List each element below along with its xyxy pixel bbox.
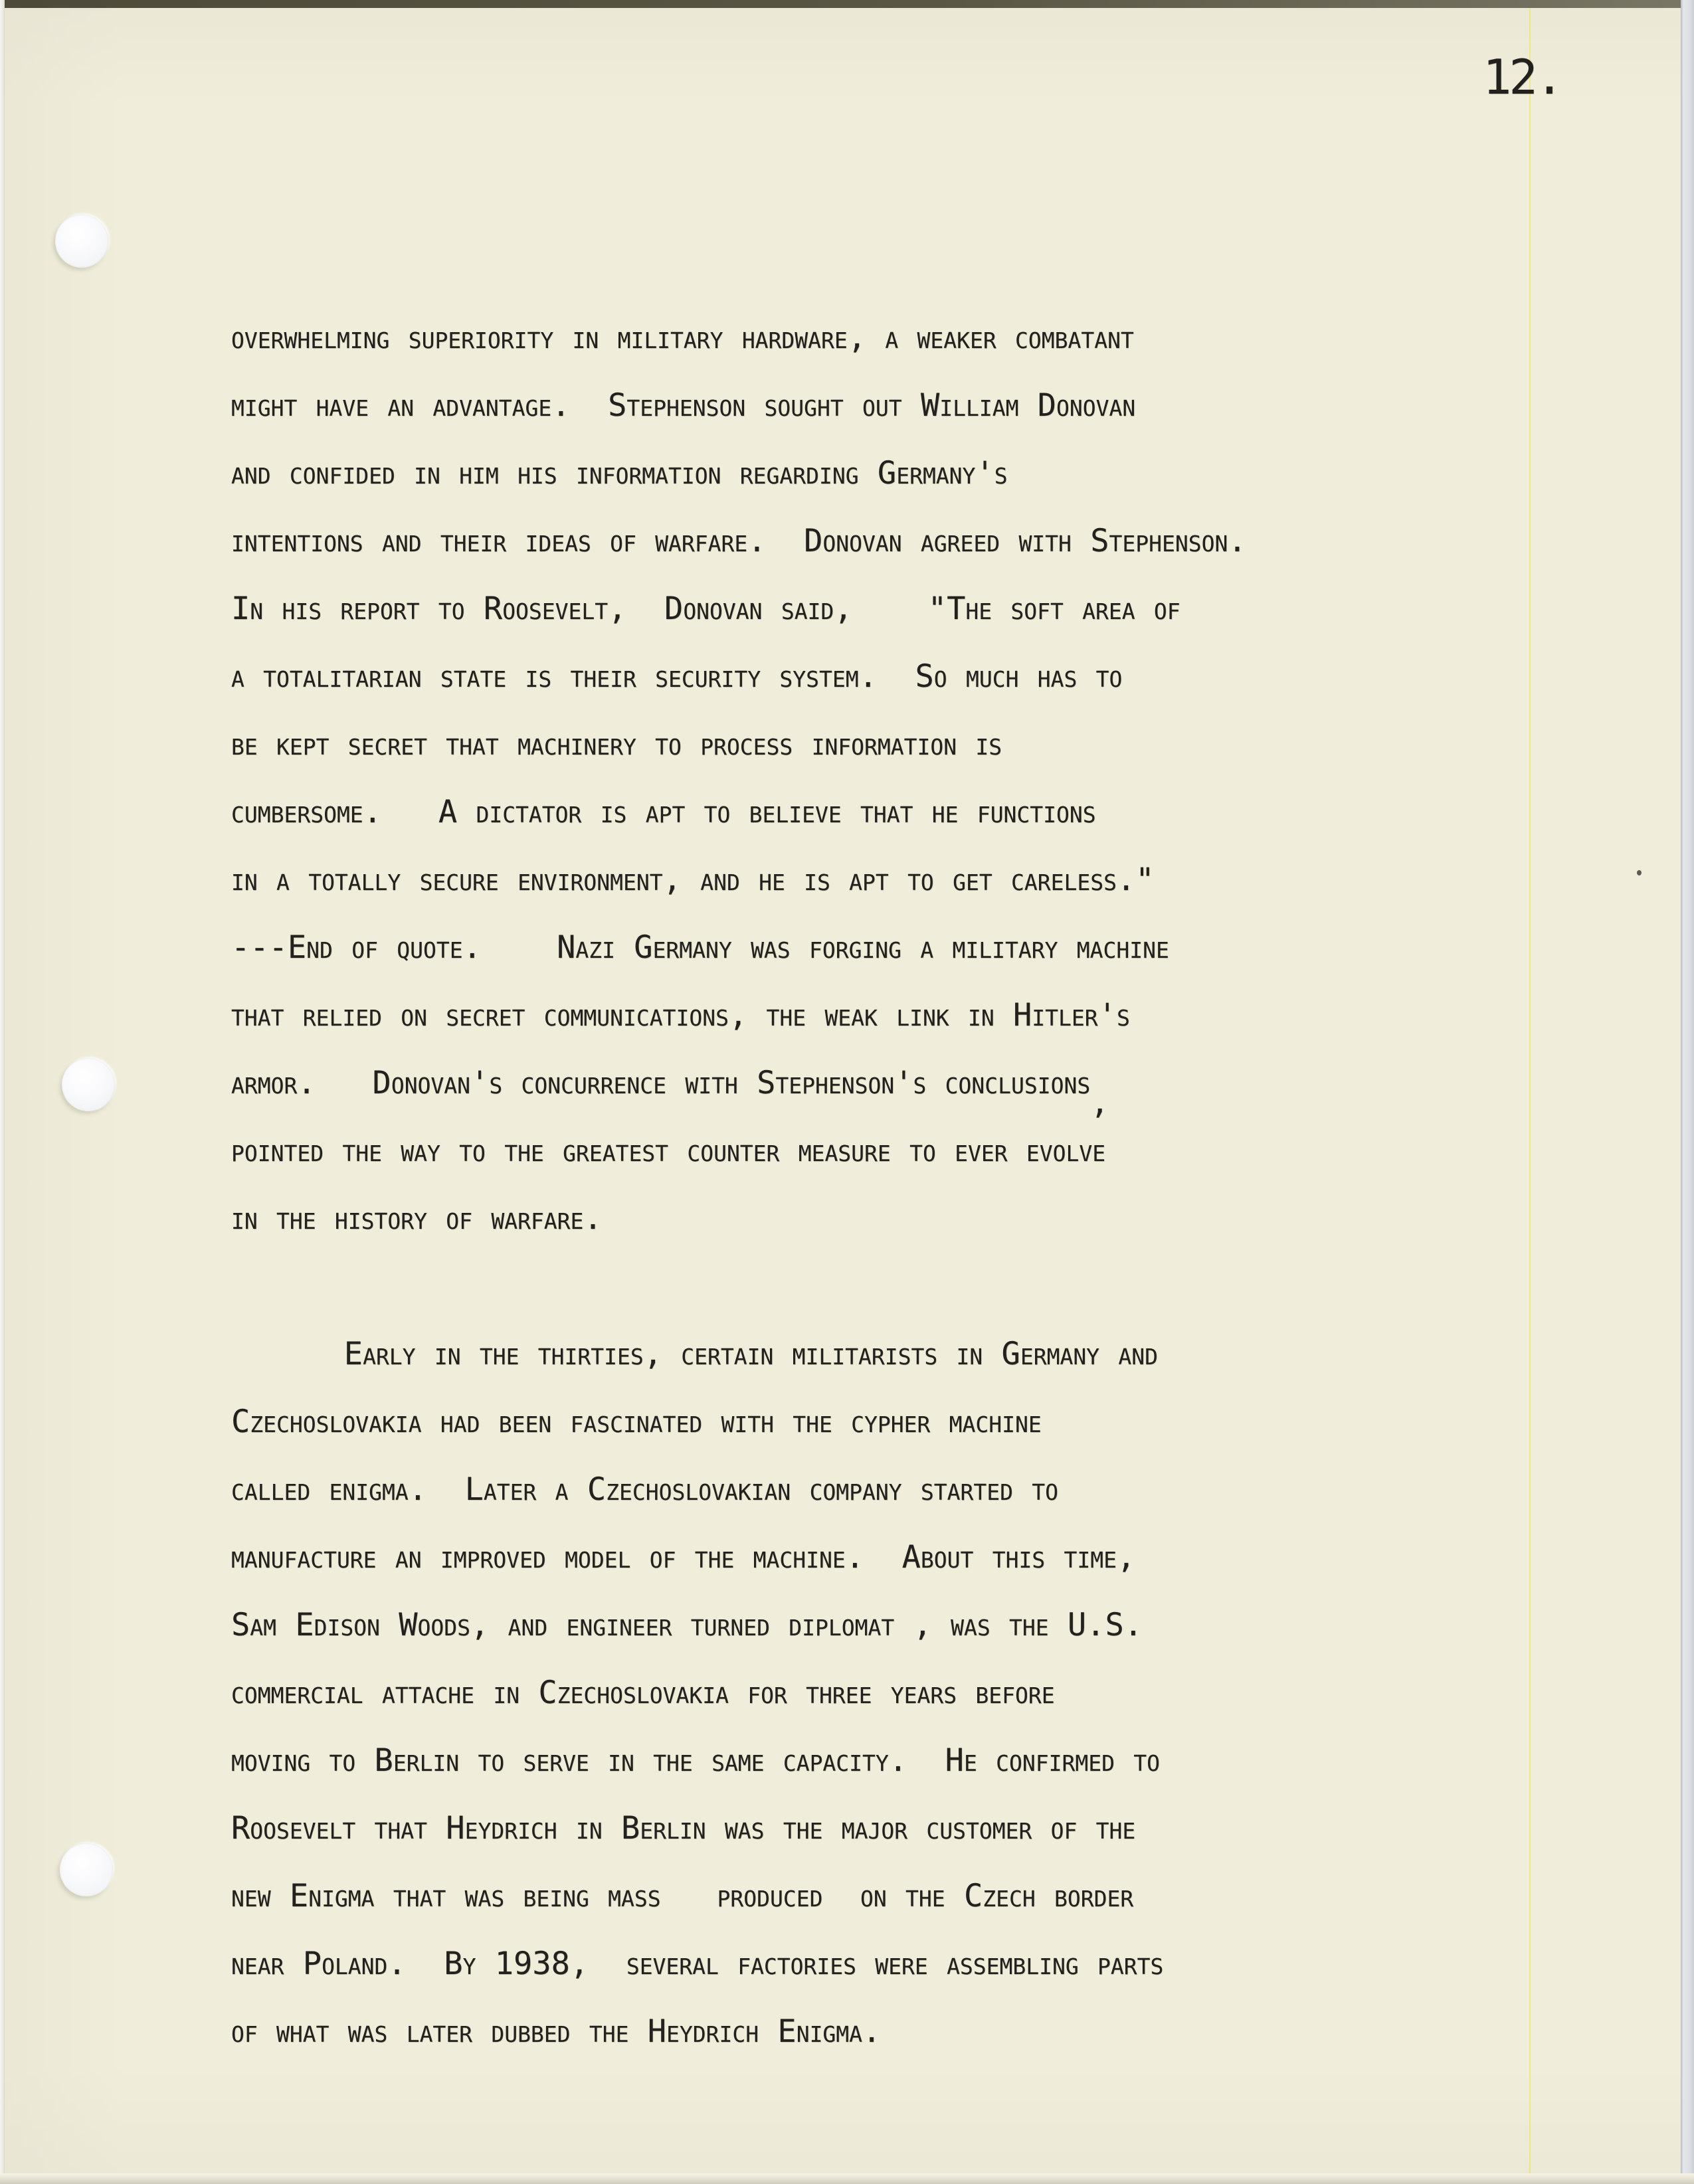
- text-line: that relied on secret communications, the weak link in Hitler's: [231, 997, 1130, 1034]
- text-line: manufacture an improved model of the machine. About this time,: [231, 1539, 1136, 1576]
- text-line: In his report to Roosevelt, Donovan said, "The soft area of: [231, 591, 1180, 627]
- text-line: commercial attache in Czechoslovakia for three years before: [231, 1675, 1055, 1711]
- scanner-edge-right: [1681, 0, 1694, 2184]
- text-line: Roosevelt that Heydrich in Berlin was the major customer of the: [231, 1810, 1136, 1847]
- text-line: a totalitarian state is their security system. So much has to: [231, 658, 1123, 695]
- text-line: cumbersome. A dictator is apt to believe that he functions: [231, 794, 1096, 830]
- scanner-edge-top: [0, 0, 1694, 8]
- scanner-edge-left: [0, 0, 5, 2184]
- text-line: new Enigma that was being mass produced on the Czech border: [231, 1878, 1134, 1914]
- text-line: be kept secret that machinery to process information is: [231, 726, 1002, 763]
- text-line: Czechoslovakia had been fascinated with the cypher machine: [231, 1404, 1042, 1440]
- text-line: [231, 1049, 1626, 1121]
- text-line: in the history of warfare.: [231, 1200, 603, 1237]
- text-line: near Poland. By 1938, several factories were assembling parts: [231, 1946, 1164, 1982]
- scanner-edge-bottom: [0, 2173, 1694, 2184]
- text-line: might have an advantage. Stephenson sought out William Donovan: [231, 387, 1136, 424]
- punch-hole-top: [55, 215, 108, 268]
- text-line: Sam Edison Woods, and engineer turned diplomat , was the U.S.: [231, 1607, 1143, 1643]
- typewritten-text: [231, 304, 1626, 2066]
- text-line: moving to Berlin to serve in the same capacity. He confirmed to: [231, 1742, 1160, 1779]
- text-line-content: armor. Donovan's concurrence with Stephenson's conclusions: [231, 1065, 1091, 1101]
- text-line: overwhelming superiority in military hardware, a weaker combatant: [231, 319, 1134, 356]
- text-line: intentions and their ideas of warfare. Donovan agreed with Stephenson.: [231, 523, 1247, 559]
- text-line: Early in the thirties, certain militarists in Germany and: [231, 1336, 1158, 1372]
- page-number: 12.: [1483, 49, 1562, 105]
- text-line: and confided in him his information regarding Germany's: [231, 455, 1008, 492]
- text-line: pointed the way to the greatest counter measure to ever evolve: [231, 1133, 1106, 1169]
- punch-hole-middle: [62, 1058, 115, 1111]
- paragraph-spacer: [231, 1253, 1626, 1320]
- dropped-comma: ,: [1090, 1085, 1109, 1121]
- text-line: of what was later dubbed the Heydrich Enigma.: [231, 2013, 882, 2050]
- text-line: called enigma. Later a Czechoslovakian company started to: [231, 1471, 1059, 1508]
- text-line: ---End of quote. Nazi Germany was forging a military machine: [231, 929, 1169, 966]
- ink-speck: [1637, 870, 1642, 875]
- text-line: in a totally secure environment, and he is apt to get careless.": [231, 862, 1155, 898]
- punch-hole-bottom: [60, 1843, 113, 1896]
